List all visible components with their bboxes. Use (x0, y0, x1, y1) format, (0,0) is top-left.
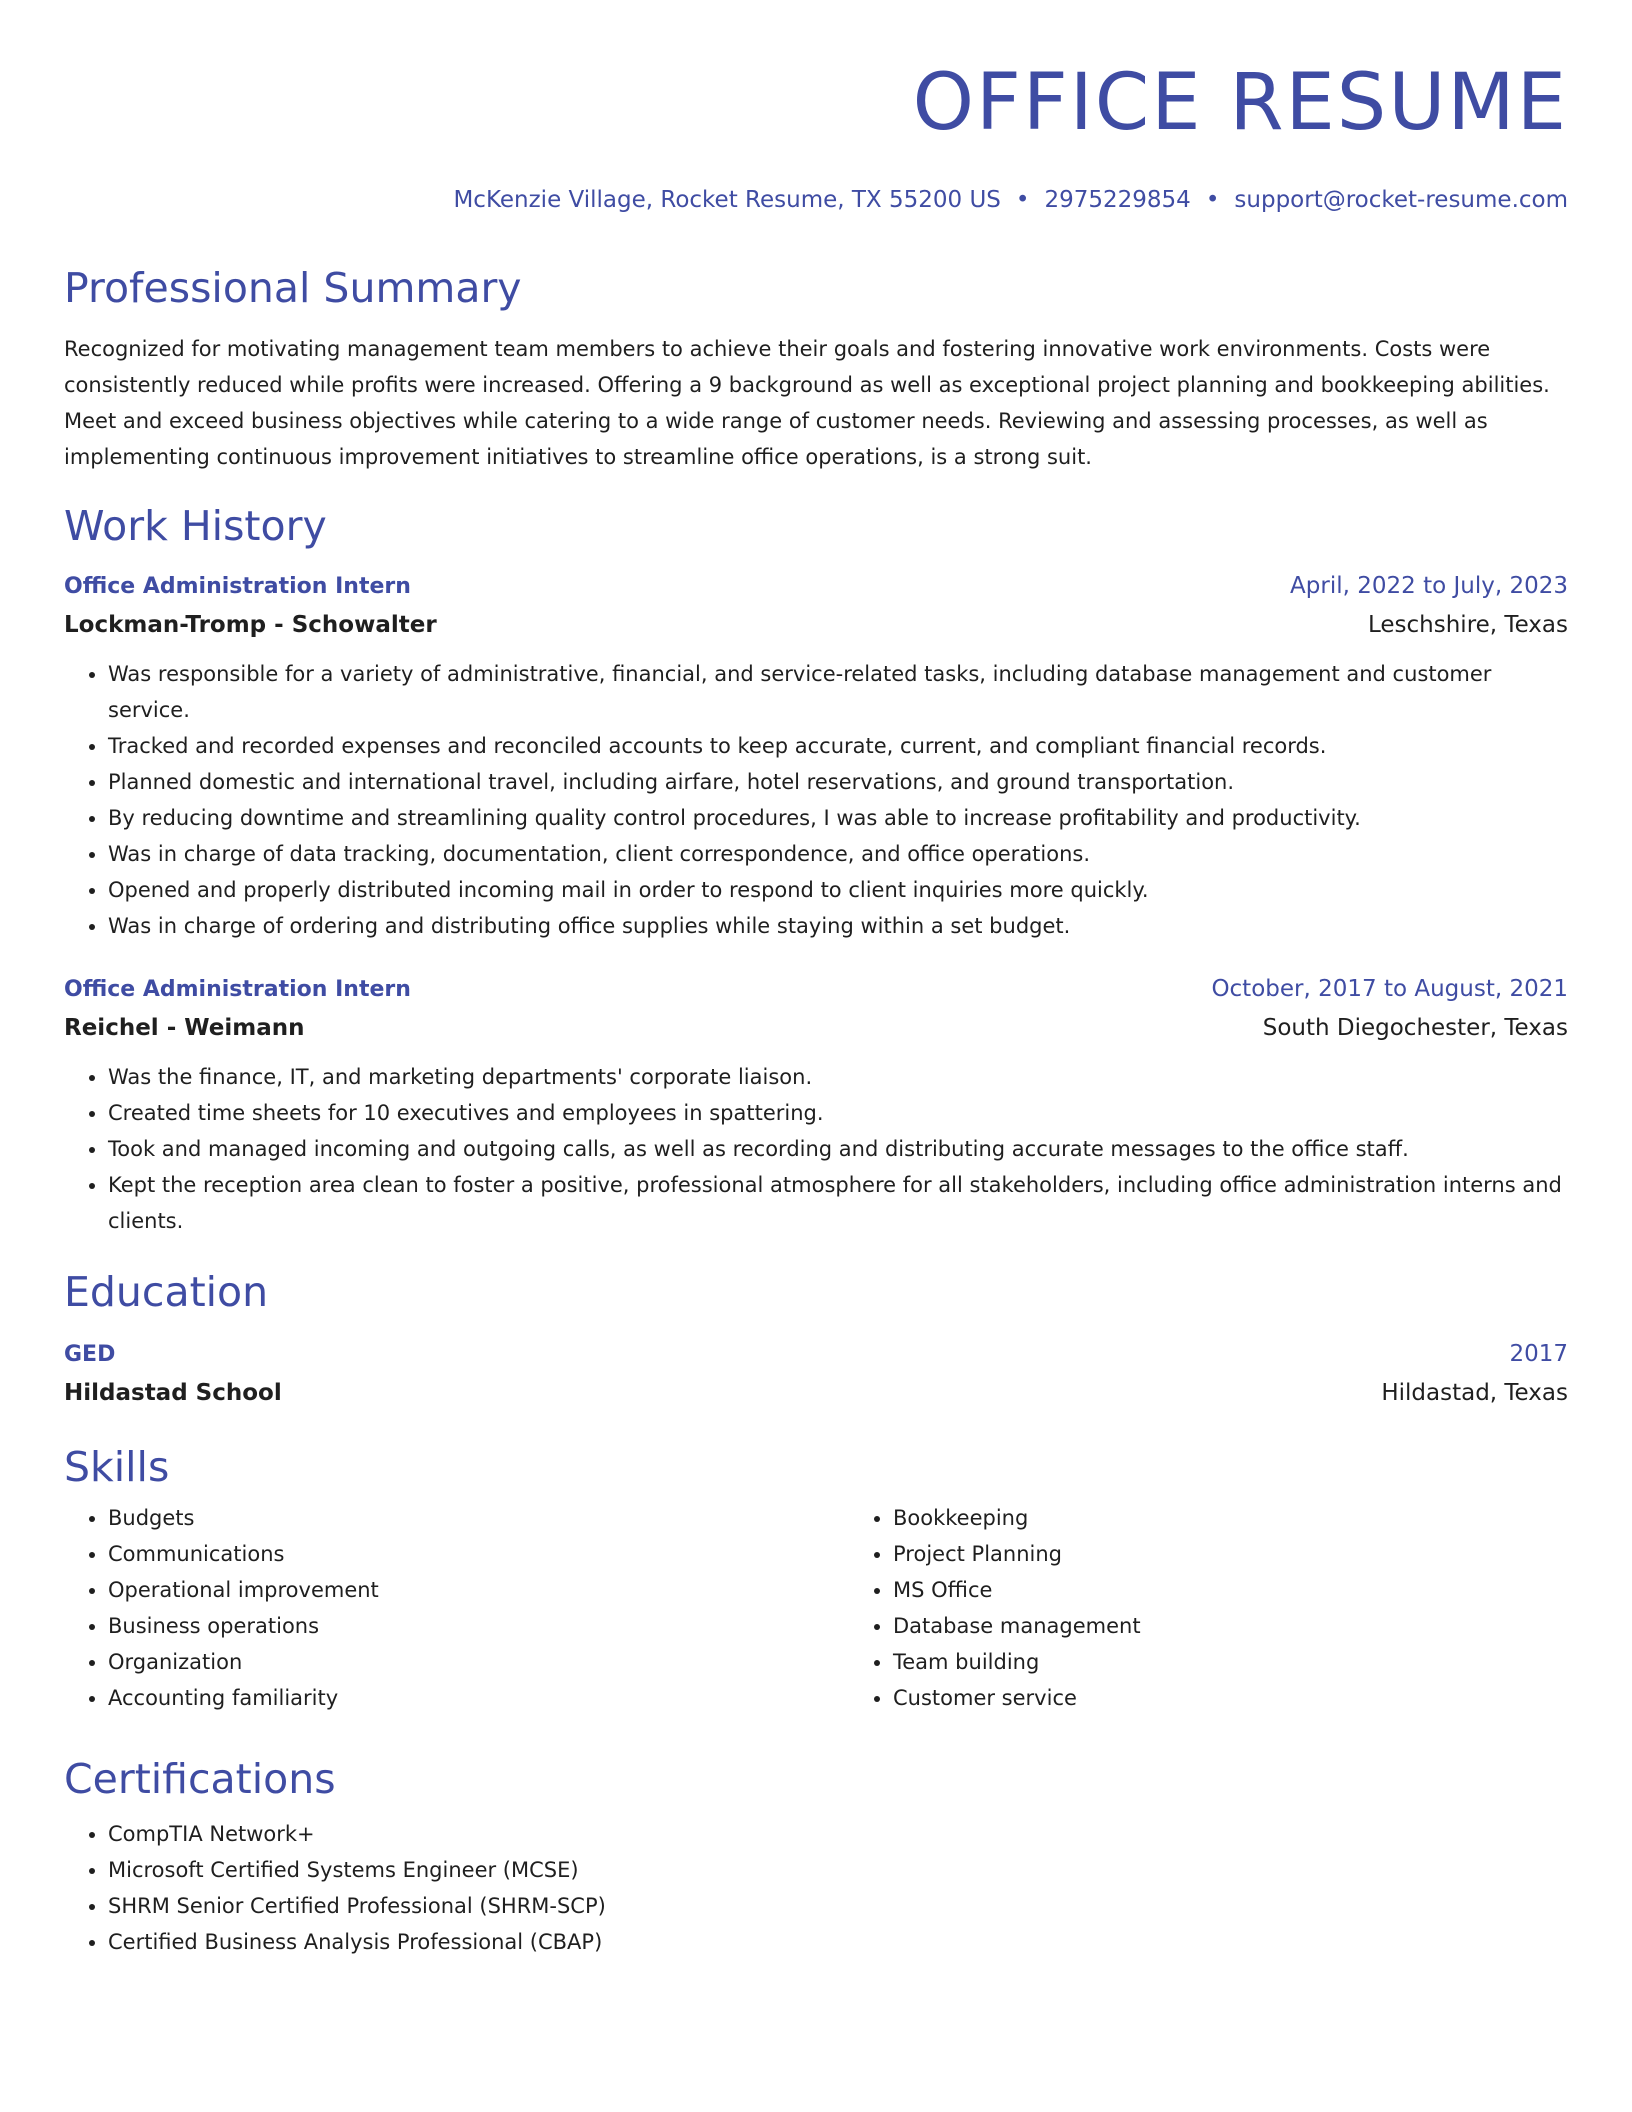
skill-item: • Communications (108, 1536, 849, 1572)
certifications-heading: Certifications (64, 1755, 336, 1803)
resume-title: OFFICE RESUME (912, 58, 1568, 148)
education-degree-row (64, 1335, 1568, 1374)
job-location: South Diegochester, Texas (1262, 1015, 1568, 1041)
contact-email: support@rocket-resume.com (1234, 187, 1568, 213)
contact-separator: • (1205, 187, 1220, 213)
education-degree: GED (64, 1342, 116, 1367)
education-location: Hildastad, Texas (1381, 1380, 1568, 1406)
education-school: Hildastad School (64, 1380, 282, 1406)
job-title: Office Administration Intern (64, 574, 411, 599)
job-title: Office Administration Intern (64, 977, 411, 1002)
job-bullet: • By reducing downtime and streamlining quality control procedures, I was able to increase profitability and productivity. (108, 800, 1568, 836)
skills-heading: Skills (64, 1443, 170, 1491)
job-bullet: • Opened and properly distributed incoming mail in order to respond to client inquiries more quickly. (108, 872, 1568, 908)
work-history-heading: Work History (64, 502, 327, 550)
job-bullet: • Created time sheets for 10 executives and employees in spattering. (108, 1095, 1568, 1131)
skill-item: • Business operations (108, 1608, 849, 1644)
job-bullets (64, 656, 1568, 944)
job-title-row (64, 970, 1568, 1009)
job-bullet: • Was responsible for a variety of administrative, financial, and service-related tasks, including database management and customer service. (108, 656, 1568, 728)
job-company-row (64, 606, 1568, 644)
contact-separator: • (1015, 187, 1030, 213)
job-entry (64, 567, 1568, 944)
job-bullets (64, 1059, 1568, 1239)
skills-columns (64, 1500, 1568, 1716)
education-year: 2017 (1509, 1341, 1568, 1367)
job-company: Lockman-Tromp - Schowalter (64, 612, 437, 638)
education-heading: Education (64, 1268, 269, 1316)
skill-item: • Project Planning (893, 1536, 1568, 1572)
skill-item: • Bookkeeping (893, 1500, 1568, 1536)
contact-address: McKenzie Village, Rocket Resume, TX 55200 US (453, 187, 1001, 213)
education-entry (64, 1335, 1568, 1412)
skill-item: • MS Office (893, 1572, 1568, 1608)
skill-item: • Team building (893, 1644, 1568, 1680)
certification-item: • SHRM Senior Certified Professional (SHRM-SCP) (108, 1888, 1568, 1924)
job-bullet: • Took and managed incoming and outgoing calls, as well as recording and distributing accurate messages to the office staff. (108, 1131, 1568, 1167)
skill-item: • Database management (893, 1608, 1568, 1644)
job-bullet: • Kept the reception area clean to foster a positive, professional atmosphere for all stakeholders, including office administration interns and clients. (108, 1167, 1568, 1239)
skill-item: • Accounting familiarity (108, 1680, 849, 1716)
certification-item: • CompTIA Network+ (108, 1816, 1568, 1852)
skill-item: • Organization (108, 1644, 849, 1680)
job-bullet: • Was in charge of ordering and distributing office supplies while staying within a set budget. (108, 908, 1568, 944)
skill-item: • Customer service (893, 1680, 1568, 1716)
skill-item: • Budgets (108, 1500, 849, 1536)
job-company-row (64, 1009, 1568, 1047)
job-bullet: • Was in charge of data tracking, documentation, client correspondence, and office operations. (108, 836, 1568, 872)
job-title-row (64, 567, 1568, 606)
contact-line (64, 185, 1568, 215)
job-entry (64, 970, 1568, 1239)
skill-item: • Operational improvement (108, 1572, 849, 1608)
job-dates: October, 2017 to August, 2021 (1211, 976, 1568, 1002)
skills-list-right (849, 1500, 1568, 1716)
certification-item: • Microsoft Certified Systems Engineer (MCSE) (108, 1852, 1568, 1888)
job-bullet: • Planned domestic and international travel, including airfare, hotel reservations, and ground transportation. (108, 764, 1568, 800)
job-bullet: • Was the finance, IT, and marketing departments' corporate liaison. (108, 1059, 1568, 1095)
skills-list-left (64, 1500, 849, 1716)
job-bullet: • Tracked and recorded expenses and reconciled accounts to keep accurate, current, and compliant financial records. (108, 728, 1568, 764)
summary-heading: Professional Summary (64, 264, 522, 312)
summary-text: Recognized for motivating management team members to achieve their goals and fostering innovative work environments. Costs were consistently reduced while profits were increased. Offering a 9 background as well as exceptional project planning and bookkeeping abilities. Meet and exceed business objectives while catering to a wide range of customer needs. Reviewing and assessing processes, as well as implementing continuous improvement initiatives to streamline office operations, is a strong suit. (64, 337, 1550, 469)
job-dates: April, 2022 to July, 2023 (1290, 573, 1568, 599)
education-school-row (64, 1374, 1568, 1412)
certification-item: • Certified Business Analysis Professional (CBAP) (108, 1924, 1568, 1960)
contact-phone: 2975229854 (1044, 187, 1191, 213)
job-location: Leschshire, Texas (1367, 612, 1568, 638)
certifications-list (64, 1816, 1568, 1960)
job-company: Reichel - Weimann (64, 1015, 305, 1041)
